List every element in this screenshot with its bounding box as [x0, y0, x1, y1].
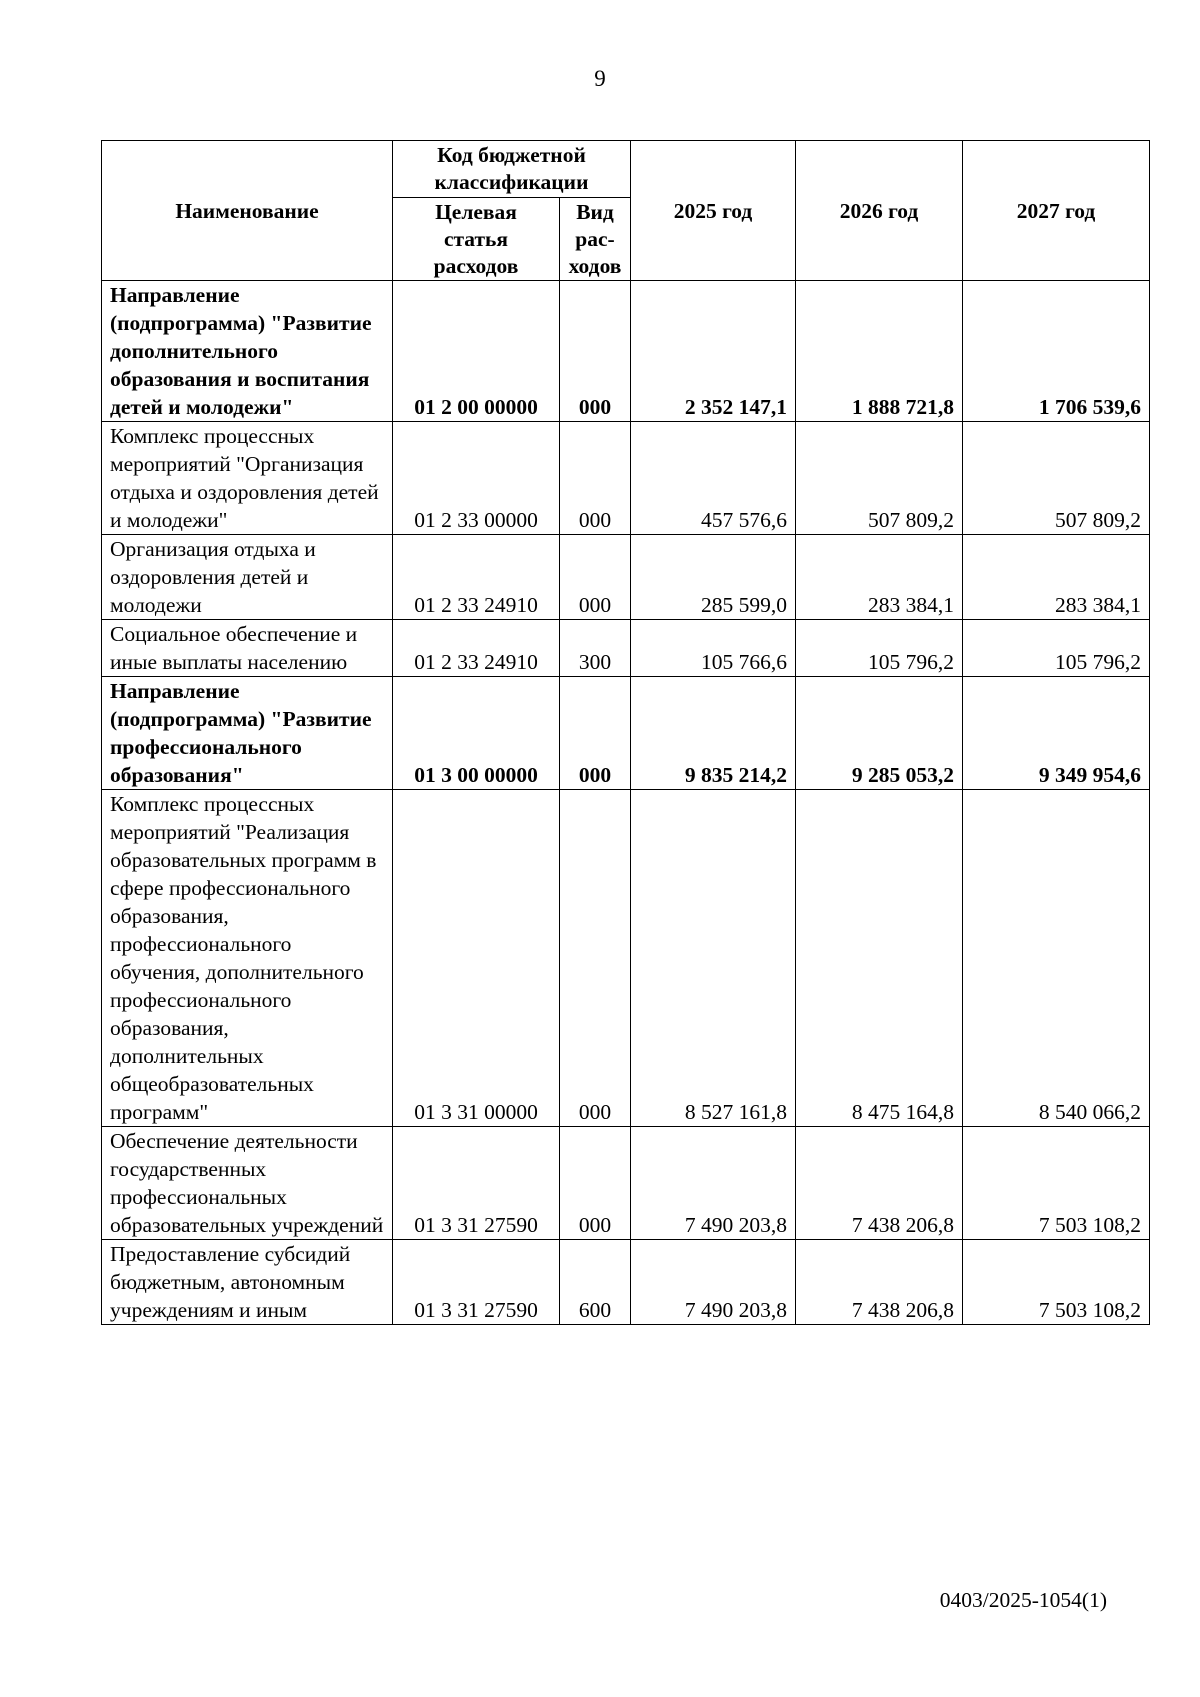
row-name: Направление (подпрограмма) "Развитие профессионального образования"	[102, 677, 393, 790]
row-target-article: 01 3 31 00000	[393, 790, 560, 1127]
budget-table	[101, 140, 1150, 1325]
row-value-2027: 1 706 539,6	[963, 281, 1150, 422]
row-value-2025: 105 766,6	[631, 620, 796, 677]
row-value-2025: 457 576,6	[631, 422, 796, 535]
row-target-article: 01 2 33 00000	[393, 422, 560, 535]
header-row-top	[102, 141, 1150, 198]
table-row	[102, 1240, 1150, 1325]
row-name: Социальное обеспечение и иные выплаты населению	[102, 620, 393, 677]
row-target-article: 01 3 00 00000	[393, 677, 560, 790]
row-value-2027: 8 540 066,2	[963, 790, 1150, 1127]
row-expense-type: 000	[560, 1127, 631, 1240]
row-name: Предоставление субсидий бюджетным, автономным учреждениям и иным	[102, 1240, 393, 1325]
row-expense-type: 000	[560, 677, 631, 790]
row-expense-type: 000	[560, 535, 631, 620]
table-row	[102, 620, 1150, 677]
row-target-article: 01 2 33 24910	[393, 620, 560, 677]
row-value-2026: 9 285 053,2	[796, 677, 963, 790]
row-target-article: 01 3 31 27590	[393, 1240, 560, 1325]
row-value-2027: 283 384,1	[963, 535, 1150, 620]
row-expense-type: 600	[560, 1240, 631, 1325]
header-2026: 2026 год	[796, 141, 963, 281]
row-expense-type: 000	[560, 790, 631, 1127]
row-value-2025: 7 490 203,8	[631, 1240, 796, 1325]
header-budget-code: Код бюджетной классификации	[393, 141, 631, 198]
row-value-2027: 105 796,2	[963, 620, 1150, 677]
row-value-2026: 7 438 206,8	[796, 1127, 963, 1240]
row-name: Направление (подпрограмма) "Развитие дополнительного образования и воспитания детей и молодежи"	[102, 281, 393, 422]
table-row	[102, 677, 1150, 790]
row-name: Обеспечение деятельности государственных профессиональных образовательных учреждений	[102, 1127, 393, 1240]
row-value-2026: 8 475 164,8	[796, 790, 963, 1127]
row-value-2027: 507 809,2	[963, 422, 1150, 535]
row-value-2025: 2 352 147,1	[631, 281, 796, 422]
document-code: 0403/2025-1054(1)	[939, 1588, 1107, 1612]
row-name: Комплекс процессных мероприятий "Реализация образовательных программ в сфере профессионального образования, профессионального обучения, дополнительного профессионального образования, дополнительных общеобразовательных программ"	[102, 790, 393, 1127]
page-number: 9	[594, 66, 606, 91]
row-value-2026: 1 888 721,8	[796, 281, 963, 422]
row-value-2026: 507 809,2	[796, 422, 963, 535]
row-name: Организация отдыха и оздоровления детей и молодежи	[102, 535, 393, 620]
row-value-2026: 283 384,1	[796, 535, 963, 620]
table-row	[102, 1127, 1150, 1240]
row-value-2026: 105 796,2	[796, 620, 963, 677]
row-target-article: 01 2 33 24910	[393, 535, 560, 620]
row-value-2027: 7 503 108,2	[963, 1127, 1150, 1240]
row-name: Комплекс процессных мероприятий "Организация отдыха и оздоровления детей и молодежи"	[102, 422, 393, 535]
row-target-article: 01 2 00 00000	[393, 281, 560, 422]
table-row	[102, 535, 1150, 620]
header-2025: 2025 год	[631, 141, 796, 281]
row-value-2027: 7 503 108,2	[963, 1240, 1150, 1325]
header-name: Наименование	[102, 141, 393, 281]
header-expense-type: Вид рас-ходов	[560, 198, 631, 281]
row-expense-type: 000	[560, 281, 631, 422]
row-value-2025: 8 527 161,8	[631, 790, 796, 1127]
row-value-2025: 7 490 203,8	[631, 1127, 796, 1240]
header-target-article: Целевая статья расходов	[393, 198, 560, 281]
table-row	[102, 281, 1150, 422]
row-target-article: 01 3 31 27590	[393, 1127, 560, 1240]
table-row	[102, 422, 1150, 535]
row-expense-type: 300	[560, 620, 631, 677]
header-2027: 2027 год	[963, 141, 1150, 281]
table-body	[102, 281, 1150, 1325]
row-expense-type: 000	[560, 422, 631, 535]
table-row	[102, 790, 1150, 1127]
row-value-2026: 7 438 206,8	[796, 1240, 963, 1325]
row-value-2025: 285 599,0	[631, 535, 796, 620]
row-value-2025: 9 835 214,2	[631, 677, 796, 790]
row-value-2027: 9 349 954,6	[963, 677, 1150, 790]
